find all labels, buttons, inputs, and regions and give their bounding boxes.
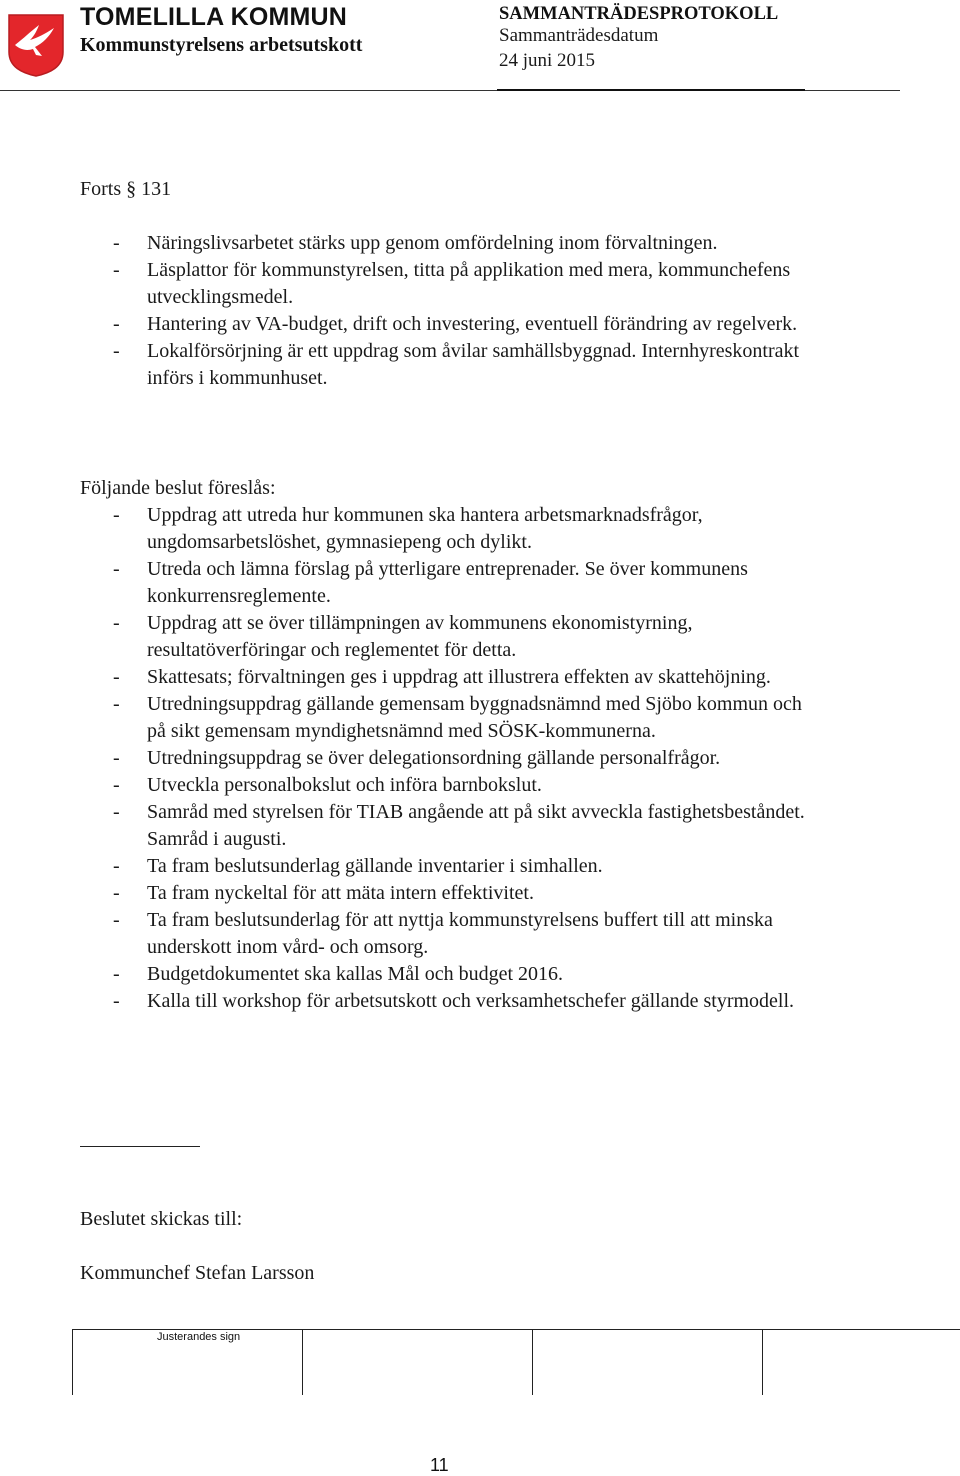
signature-table-divider: [302, 1329, 303, 1395]
list-item: [80, 772, 820, 799]
list-item-text: Samråd med styrelsen för TIAB angående att på sikt avveckla fastighetsbeståndet. Samråd i augusti.: [147, 801, 805, 850]
sent-to-label: Beslutet skickas till:: [80, 1208, 243, 1230]
list-dash: -: [113, 340, 120, 362]
meeting-date: 24 juni 2015: [499, 50, 596, 71]
list-item: [80, 853, 820, 880]
list-item-text: Uppdrag att utreda hur kommunen ska hantera arbetsmarknadsfrågor, ungdomsarbetslöshet, gymnasiepeng och dylikt.: [147, 504, 703, 553]
list-item: [80, 664, 820, 691]
list-item: [80, 988, 820, 1015]
list-item: [80, 880, 820, 907]
list-item-text: Ta fram nyckeltal för att mäta intern effektivitet.: [147, 882, 534, 904]
list-item-text: Utredningsuppdrag gällande gemensam byggnadsnämnd med Sjöbo kommun och på sikt gemensam myndighetsnämnd med SÖSK-kommunerna.: [147, 693, 802, 742]
list-dash: -: [113, 801, 120, 823]
list-item: [80, 799, 820, 853]
list-item: [80, 230, 820, 257]
list-item: [80, 502, 820, 556]
committee-name: Kommunstyrelsens arbetsutskott: [80, 34, 363, 56]
list-item-text: Hantering av VA-budget, drift och investering, eventuell förändring av regelverk.: [147, 313, 798, 335]
document-type: SAMMANTRÄDESPROTOKOLL: [499, 4, 779, 24]
page-number: 11: [430, 1455, 449, 1475]
list-item: [80, 907, 820, 961]
list-dash: -: [113, 909, 120, 931]
list-proposed-decisions: [80, 502, 820, 1015]
section-divider: [80, 1146, 200, 1147]
organization-name: TOMELILLA KOMMUN: [80, 3, 348, 31]
list-item: [80, 311, 820, 338]
list-dash: -: [113, 747, 120, 769]
list-item-text: Näringslivsarbetet stärks upp genom omfördelning inom förvaltningen.: [147, 232, 718, 254]
list-dash: -: [113, 882, 120, 904]
municipal-crest-icon: [6, 12, 66, 78]
section-heading: Forts § 131: [80, 178, 172, 200]
list-item: [80, 610, 820, 664]
proposal-heading: Följande beslut föreslås:: [80, 477, 276, 499]
signature-table-top-border: [72, 1329, 960, 1330]
list-item-text: Uppdrag att se över tillämpningen av kommunens ekonomistyrning, resultatöverföringar och reglementet för detta.: [147, 612, 693, 661]
signature-table-divider: [762, 1329, 763, 1395]
signature-table-divider: [532, 1329, 533, 1395]
list-item: [80, 338, 820, 392]
list-dash: -: [113, 693, 120, 715]
list-dash: -: [113, 855, 120, 877]
list-dash: -: [113, 504, 120, 526]
list-item: [80, 691, 820, 745]
list-item-text: Läsplattor för kommunstyrelsen, titta på applikation med mera, kommunchefens utvecklingsmedel.: [147, 259, 791, 308]
list-item-text: Kalla till workshop för arbetsutskott och verksamhetschefer gällande styrmodell.: [147, 990, 795, 1012]
list-dash: -: [113, 666, 120, 688]
list-dash: -: [113, 990, 120, 1012]
list-ongoing-items: [80, 230, 820, 392]
list-item-text: Utveckla personalbokslut och införa barnbokslut.: [147, 774, 542, 796]
list-dash: -: [113, 259, 120, 281]
list-item-text: Ta fram beslutsunderlag gällande inventarier i simhallen.: [147, 855, 603, 877]
list-dash: -: [113, 774, 120, 796]
list-item-text: Utredningsuppdrag se över delegationsordning gällande personalfrågor.: [147, 747, 721, 769]
meeting-date-label: Sammanträdesdatum: [499, 25, 659, 46]
list-item: [80, 745, 820, 772]
signature-table-divider: [72, 1329, 73, 1395]
list-item-text: Skattesats; förvaltningen ges i uppdrag att illustrera effekten av skattehöjning.: [147, 666, 771, 688]
list-dash: -: [113, 963, 120, 985]
list-dash: -: [113, 558, 120, 580]
header-divider-accent: [497, 89, 805, 91]
signature-label: Justerandes sign: [157, 1331, 241, 1343]
recipient: Kommunchef Stefan Larsson: [80, 1262, 315, 1284]
list-item: [80, 257, 820, 311]
list-item-text: Ta fram beslutsunderlag för att nyttja kommunstyrelsens buffert till att minska underskott inom vård- och omsorg.: [147, 909, 773, 958]
list-item: [80, 961, 820, 988]
list-item-text: Budgetdokumentet ska kallas Mål och budget 2016.: [147, 963, 564, 985]
list-dash: -: [113, 612, 120, 634]
list-dash: -: [113, 313, 120, 335]
list-item-text: Lokalförsörjning är ett uppdrag som åvilar samhällsbyggnad. Internhyreskontrakt införs i kommunhuset.: [147, 340, 800, 389]
list-dash: -: [113, 232, 120, 254]
list-item-text: Utreda och lämna förslag på ytterligare entreprenader. Se över kommunens konkurrensreglemente.: [147, 558, 748, 607]
list-item: [80, 556, 820, 610]
